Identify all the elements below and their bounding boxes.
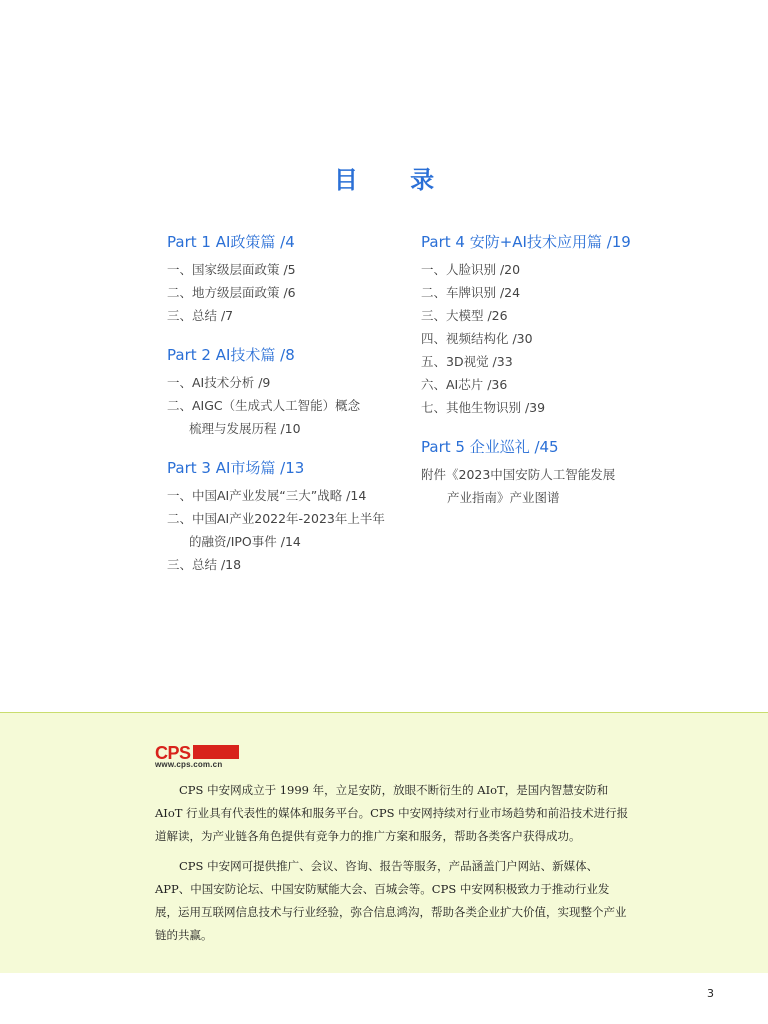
toc-item-continuation[interactable]: 产业指南》产业图谱 — [447, 490, 560, 505]
about-paragraph-1: CPS 中安网成立于 1999 年，立足安防，放眼不断衍生的 AIoT，是国内智慧安防和 AIoT 行业具有代表性的媒体和服务平台。CPS 中安网持续对行业市场趋势和前沿技术进行报道解读，为产业链各角色提供有竞争力的推广方案和服务，帮助各类客户获得成功。 — [155, 783, 629, 843]
toc-item-continuation[interactable]: 的融资/IPO事件 /14 — [189, 534, 301, 549]
toc-section-part2 — [167, 343, 407, 440]
toc-item[interactable]: 二、地方级层面政策 /6 — [167, 285, 296, 300]
toc-left-column — [167, 230, 407, 576]
toc-item[interactable]: 一、AI技术分析 /9 — [167, 375, 271, 390]
logo-brand-text: CPS — [155, 743, 191, 763]
toc-item[interactable]: 附件《2023中国安防人工智能发展 — [421, 467, 616, 482]
toc-section-part4 — [421, 230, 681, 419]
page-title: 目 录 — [333, 166, 457, 194]
about-paragraph-2: CPS 中安网可提供推广、会议、咨询、报告等服务，产品涵盖门户网站、新媒体、APP、中国安防论坛、中国安防赋能大会、百城会等。CPS 中安网积极致力于推动行业发展，运用互联网信息技术与行业经验，弥合信息鸿沟，帮助各类企业扩大价值，实现整个产业链的共赢。 — [155, 859, 627, 942]
toc-section-part3 — [167, 456, 407, 576]
cps-logo — [155, 743, 239, 771]
logo-chinese-mark-icon — [193, 745, 239, 759]
toc-item-continuation[interactable]: 梳理与发展历程 /10 — [189, 421, 301, 436]
toc-item[interactable]: 一、中国AI产业发展“三大”战略 /14 — [167, 488, 367, 503]
toc-item[interactable]: 六、AI芯片 /36 — [421, 377, 508, 392]
toc-item[interactable]: 二、AIGC（生成式人工智能）概念 — [167, 398, 361, 413]
logo-url-text: www.cps.com.cn — [155, 760, 223, 769]
toc-part-heading[interactable]: Part 2 AI技术篇 /8 — [167, 346, 295, 364]
about-band — [0, 712, 768, 973]
toc-section-part5 — [421, 435, 681, 509]
toc-item[interactable]: 三、大模型 /26 — [421, 308, 508, 323]
toc-item[interactable]: 三、总结 /7 — [167, 308, 234, 323]
toc-section-part1 — [167, 230, 407, 327]
toc-item[interactable]: 一、国家级层面政策 /5 — [167, 262, 296, 277]
toc-item[interactable]: 一、人脸识别 /20 — [421, 262, 521, 277]
toc-item[interactable]: 七、其他生物识别 /39 — [421, 400, 546, 415]
toc-item[interactable]: 五、3D视觉 /33 — [421, 354, 513, 369]
toc-item[interactable]: 二、车牌识别 /24 — [421, 285, 521, 300]
toc-right-column — [421, 230, 681, 509]
toc-part-heading[interactable]: Part 4 安防+AI技术应用篇 /19 — [421, 233, 631, 251]
toc-part-heading[interactable]: Part 1 AI政策篇 /4 — [167, 233, 295, 251]
page-number: 3 — [707, 987, 714, 1000]
toc-item[interactable]: 四、视频结构化 /30 — [421, 331, 533, 346]
toc-item[interactable]: 三、总结 /18 — [167, 557, 242, 572]
toc-item[interactable]: 二、中国AI产业2022年-2023年上半年 — [167, 511, 385, 526]
toc-part-heading[interactable]: Part 5 企业巡礼 /45 — [421, 438, 559, 456]
toc-part-heading[interactable]: Part 3 AI市场篇 /13 — [167, 459, 305, 477]
